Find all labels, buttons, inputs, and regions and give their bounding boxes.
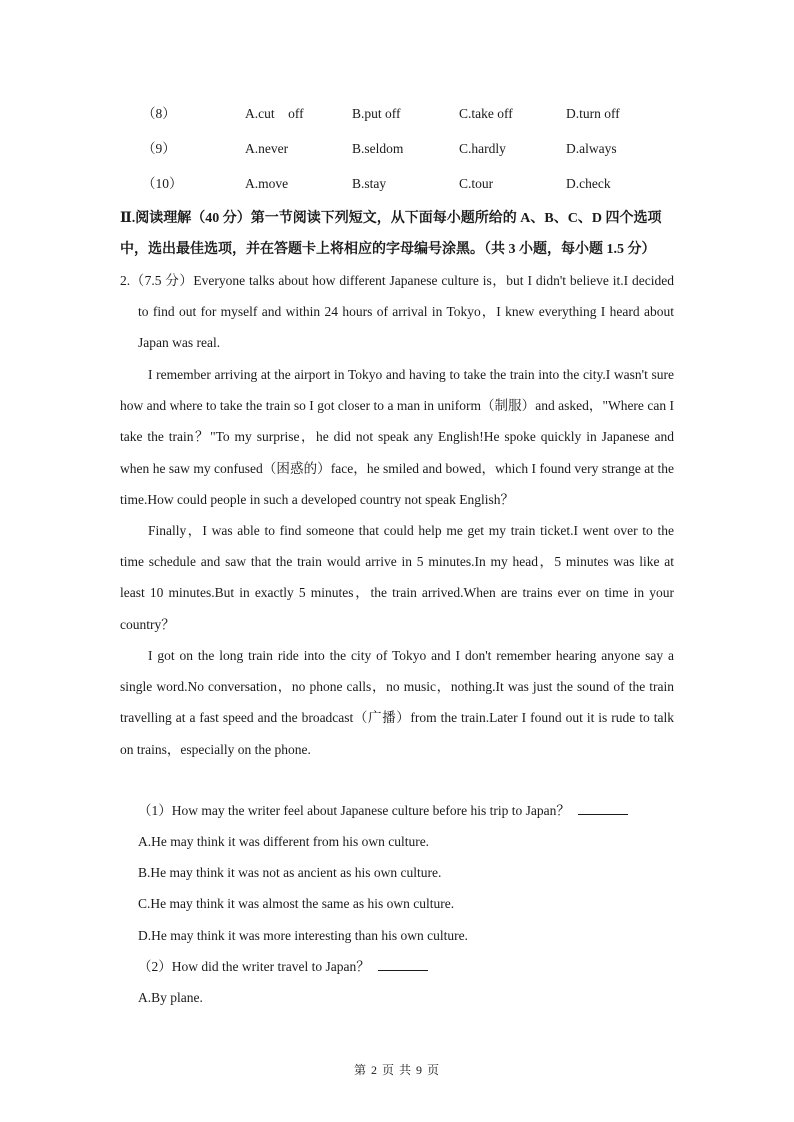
question-number: （9） <box>142 141 176 156</box>
question-1-option-a: A.He may think it was different from his own culture. <box>138 834 430 849</box>
passage-paragraph-1: 2.（7.5 分）Everyone talks about how different Japanese culture is，but I didn't believe it.I decided to find out for myself and within 24 hours of arrival in Tokyo，I knew everything I heard about Japan was real. <box>120 273 674 351</box>
answer-blank[interactable] <box>578 800 628 815</box>
option-b: B.seldom <box>352 141 404 156</box>
question-1-option-d: D.He may think it was more interesting than his own culture. <box>138 928 468 943</box>
question-1-option-c: C.He may think it was almost the same as his own culture. <box>138 896 455 911</box>
question-2 <box>138 956 428 978</box>
option-row-9 <box>0 138 794 160</box>
answer-blank[interactable] <box>378 956 428 971</box>
question-2-text: （2）How did the writer travel to Japan？ <box>138 959 370 974</box>
option-row-8 <box>0 103 794 125</box>
option-a: A.cut off <box>245 106 304 121</box>
passage-paragraph-4: I got on the long train ride into the city of Tokyo and I don't remember hearing anyone say a single word.No conversation，no phone calls，no music，nothing.It was just the sound of the train travelling at a fast speed and the broadcast（广播）from the train.Later I found out it is rude to talk on trains，especially on the phone. <box>120 648 674 757</box>
option-row-10 <box>0 173 794 195</box>
option-d: D.turn off <box>566 106 620 121</box>
option-d: D.check <box>566 176 611 191</box>
passage-paragraph-3: Finally，I was able to find someone that could help me get my train ticket.I went over to the time schedule and saw that the train would arrive in 5 minutes.In my head，5 minutes was like at least 10 minutes.But in exactly 5 minutes，the train arrived.When are trains ever on time in your country？ <box>120 523 674 632</box>
question-number: （10） <box>142 176 183 191</box>
question-1-text: （1）How may the writer feel about Japanese culture before his trip to Japan？ <box>138 803 570 818</box>
question-number: （8） <box>142 106 176 121</box>
question-2-option-a: A.By plane. <box>138 990 203 1005</box>
option-d: D.always <box>566 141 617 156</box>
option-a: A.move <box>245 176 289 191</box>
page-footer: 第 2 页 共 9 页 <box>353 1063 440 1077</box>
section-heading: Ⅱ.阅读理解（40 分）第一节阅读下列短文，从下面每小题所给的 A、B、C、D 四个选项中，选出最佳选项，并在答题卡上将相应的字母编号涂黑。（共 3 小题，每小题 1.5 分） <box>120 211 662 257</box>
option-a: A.never <box>245 141 289 156</box>
option-b: B.put off <box>352 106 401 121</box>
option-b: B.stay <box>352 176 387 191</box>
option-c: C.hardly <box>459 141 506 156</box>
option-c: C.tour <box>459 176 494 191</box>
question-1-option-b: B.He may think it was not as ancient as his own culture. <box>138 865 442 880</box>
passage-paragraph-2: I remember arriving at the airport in Tokyo and having to take the train into the city.I wasn't sure how and where to take the train so I got closer to a man in uniform（制服）and asked，"Where can I take the train？"To my surprise，he did not speak any English!He spoke quickly in Japanese and when he saw my confused（困惑的）face，he smiled and bowed，which I found very strange at the time.How could people in such a developed country not speak English？ <box>120 367 674 507</box>
option-c: C.take off <box>459 106 513 121</box>
question-1 <box>138 800 628 822</box>
